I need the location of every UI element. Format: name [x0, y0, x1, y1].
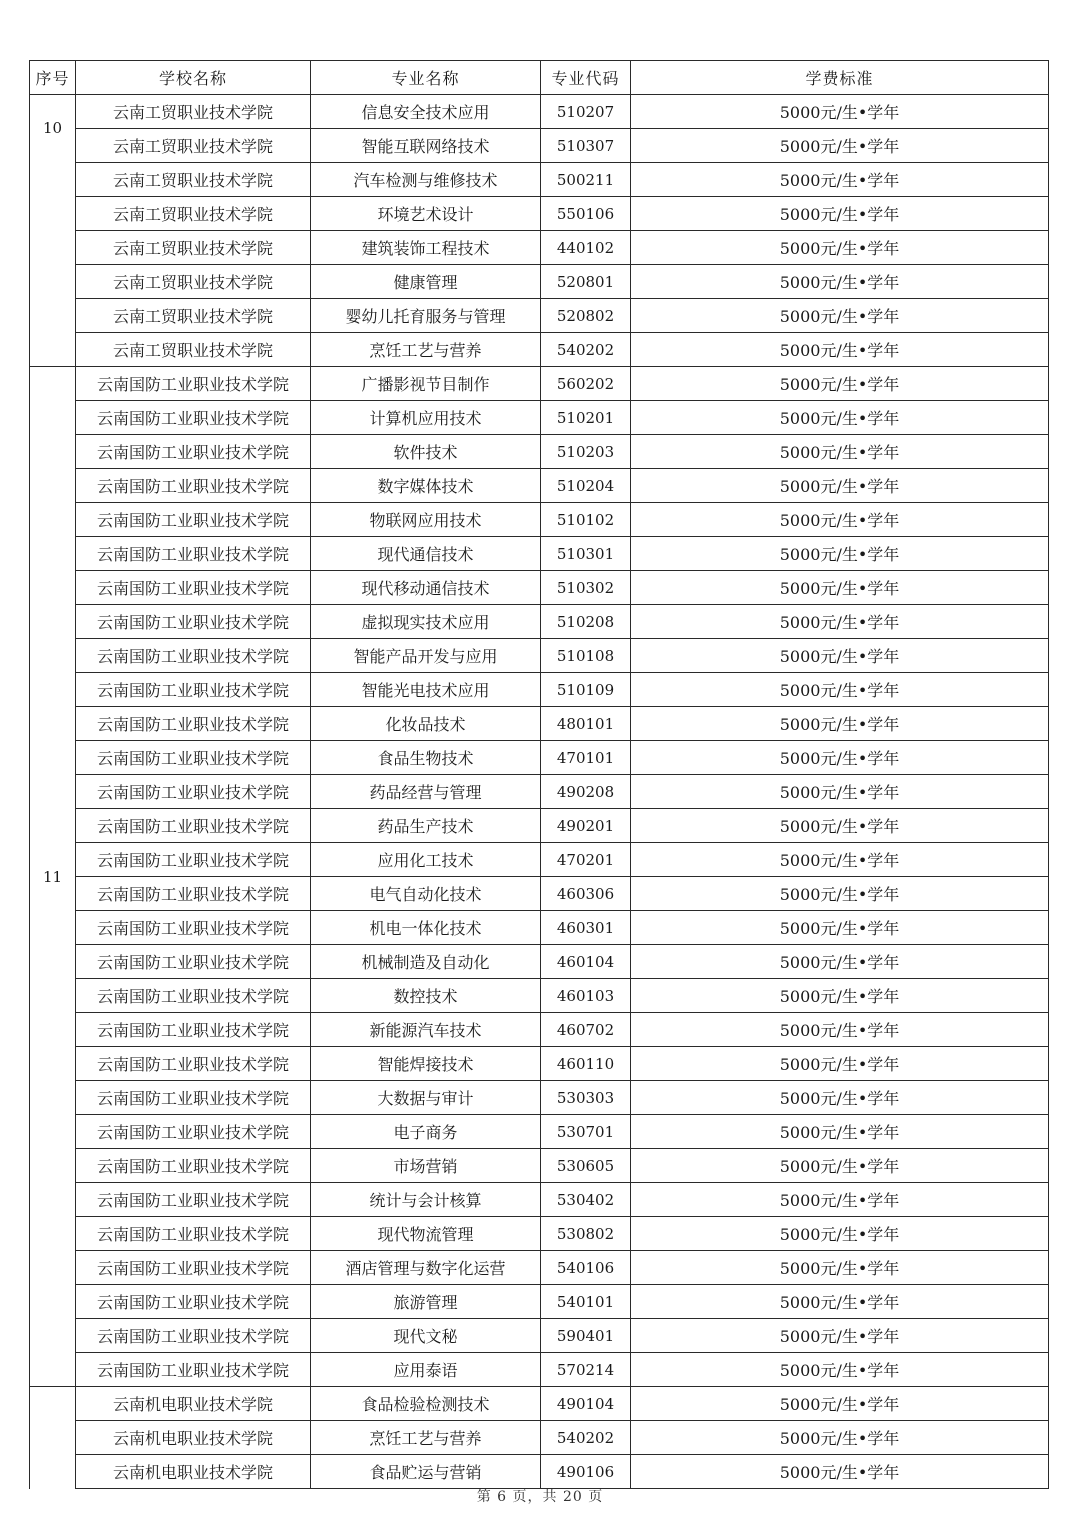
major-code-cell: 530701 [541, 1115, 631, 1149]
table-row [30, 469, 1049, 503]
major-code-cell: 460301 [541, 911, 631, 945]
tuition-fee-cell: 5000元/生•学年 [631, 95, 1049, 129]
school-name-cell: 云南国防工业职业技术学院 [76, 1013, 311, 1047]
tuition-fee-cell: 5000元/生•学年 [631, 333, 1049, 367]
tuition-fee-cell: 5000元/生•学年 [631, 503, 1049, 537]
major-code-cell: 530303 [541, 1081, 631, 1115]
school-name-cell: 云南国防工业职业技术学院 [76, 843, 311, 877]
school-name-cell: 云南国防工业职业技术学院 [76, 911, 311, 945]
table-row [30, 1319, 1049, 1353]
major-name-cell: 现代文秘 [311, 1319, 541, 1353]
table-row [30, 367, 1049, 401]
major-code-cell: 470201 [541, 843, 631, 877]
school-name-cell: 云南国防工业职业技术学院 [76, 571, 311, 605]
school-name-cell: 云南国防工业职业技术学院 [76, 435, 311, 469]
table-row [30, 401, 1049, 435]
school-name-cell: 云南国防工业职业技术学院 [76, 401, 311, 435]
tuition-fee-cell: 5000元/生•学年 [631, 1455, 1049, 1489]
major-code-cell: 540202 [541, 333, 631, 367]
tuition-fee-cell: 5000元/生•学年 [631, 673, 1049, 707]
major-name-cell: 化妆品技术 [311, 707, 541, 741]
tuition-fee-cell: 5000元/生•学年 [631, 197, 1049, 231]
tuition-fee-cell: 5000元/生•学年 [631, 1013, 1049, 1047]
major-name-cell: 健康管理 [311, 265, 541, 299]
table-row [30, 877, 1049, 911]
tuition-fee-cell: 5000元/生•学年 [631, 537, 1049, 571]
major-code-cell: 500211 [541, 163, 631, 197]
tuition-fee-cell: 5000元/生•学年 [631, 979, 1049, 1013]
school-name-cell: 云南国防工业职业技术学院 [76, 469, 311, 503]
table-row [30, 435, 1049, 469]
tuition-fee-cell: 5000元/生•学年 [631, 911, 1049, 945]
fee-standard-table [29, 60, 1049, 1489]
major-name-cell: 数控技术 [311, 979, 541, 1013]
header-code: 专业代码 [541, 61, 631, 95]
table-body [30, 61, 1049, 1489]
tuition-fee-cell: 5000元/生•学年 [631, 1285, 1049, 1319]
table-row [30, 809, 1049, 843]
table-row [30, 775, 1049, 809]
major-code-cell: 480101 [541, 707, 631, 741]
school-name-cell: 云南国防工业职业技术学院 [76, 1251, 311, 1285]
table-row [30, 1251, 1049, 1285]
major-name-cell: 旅游管理 [311, 1285, 541, 1319]
tuition-fee-cell: 5000元/生•学年 [631, 843, 1049, 877]
table-row [30, 1081, 1049, 1115]
table-row [30, 333, 1049, 367]
major-name-cell: 机电一体化技术 [311, 911, 541, 945]
major-name-cell: 信息安全技术应用 [311, 95, 541, 129]
tuition-fee-cell: 5000元/生•学年 [631, 809, 1049, 843]
tuition-fee-cell: 5000元/生•学年 [631, 1149, 1049, 1183]
tuition-fee-cell: 5000元/生•学年 [631, 1183, 1049, 1217]
table-row [30, 1115, 1049, 1149]
major-name-cell: 智能焊接技术 [311, 1047, 541, 1081]
school-name-cell: 云南国防工业职业技术学院 [76, 979, 311, 1013]
table-row [30, 843, 1049, 877]
major-code-cell: 440102 [541, 231, 631, 265]
tuition-fee-cell: 5000元/生•学年 [631, 231, 1049, 265]
school-name-cell: 云南国防工业职业技术学院 [76, 1183, 311, 1217]
major-name-cell: 软件技术 [311, 435, 541, 469]
tuition-fee-cell: 5000元/生•学年 [631, 1115, 1049, 1149]
major-name-cell: 电子商务 [311, 1115, 541, 1149]
tuition-fee-cell: 5000元/生•学年 [631, 129, 1049, 163]
tuition-fee-cell: 5000元/生•学年 [631, 1353, 1049, 1387]
school-name-cell: 云南工贸职业技术学院 [76, 197, 311, 231]
table-row [30, 503, 1049, 537]
tuition-fee-cell: 5000元/生•学年 [631, 707, 1049, 741]
header-seq: 序号 [30, 61, 76, 95]
major-code-cell: 510203 [541, 435, 631, 469]
school-name-cell: 云南国防工业职业技术学院 [76, 1081, 311, 1115]
major-name-cell: 新能源汽车技术 [311, 1013, 541, 1047]
school-name-cell: 云南国防工业职业技术学院 [76, 1353, 311, 1387]
major-name-cell: 现代物流管理 [311, 1217, 541, 1251]
school-name-cell: 云南国防工业职业技术学院 [76, 673, 311, 707]
tuition-fee-cell: 5000元/生•学年 [631, 469, 1049, 503]
major-code-cell: 530802 [541, 1217, 631, 1251]
major-code-cell: 550106 [541, 197, 631, 231]
seq-number-cell: 11 [30, 367, 76, 1387]
table-row [30, 1387, 1049, 1421]
table-row [30, 129, 1049, 163]
seq-number-cell [30, 1387, 76, 1489]
tuition-fee-cell: 5000元/生•学年 [631, 571, 1049, 605]
major-code-cell: 510109 [541, 673, 631, 707]
tuition-fee-cell: 5000元/生•学年 [631, 1081, 1049, 1115]
major-name-cell: 大数据与审计 [311, 1081, 541, 1115]
major-code-cell: 570214 [541, 1353, 631, 1387]
major-code-cell: 520802 [541, 299, 631, 333]
major-code-cell: 510201 [541, 401, 631, 435]
school-name-cell: 云南国防工业职业技术学院 [76, 741, 311, 775]
major-name-cell: 市场营销 [311, 1149, 541, 1183]
header-school: 学校名称 [76, 61, 311, 95]
table-row [30, 1455, 1049, 1489]
major-name-cell: 汽车检测与维修技术 [311, 163, 541, 197]
major-code-cell: 490208 [541, 775, 631, 809]
school-name-cell: 云南机电职业技术学院 [76, 1421, 311, 1455]
major-code-cell: 510302 [541, 571, 631, 605]
table-row [30, 1285, 1049, 1319]
major-name-cell: 统计与会计核算 [311, 1183, 541, 1217]
major-code-cell: 530605 [541, 1149, 631, 1183]
major-name-cell: 药品经营与管理 [311, 775, 541, 809]
school-name-cell: 云南国防工业职业技术学院 [76, 1217, 311, 1251]
major-code-cell: 510208 [541, 605, 631, 639]
table-row [30, 537, 1049, 571]
school-name-cell: 云南工贸职业技术学院 [76, 231, 311, 265]
major-name-cell: 药品生产技术 [311, 809, 541, 843]
school-name-cell: 云南国防工业职业技术学院 [76, 367, 311, 401]
major-name-cell: 环境艺术设计 [311, 197, 541, 231]
major-name-cell: 电气自动化技术 [311, 877, 541, 911]
tuition-fee-cell: 5000元/生•学年 [631, 1421, 1049, 1455]
tuition-fee-cell: 5000元/生•学年 [631, 741, 1049, 775]
tuition-fee-cell: 5000元/生•学年 [631, 367, 1049, 401]
major-code-cell: 510108 [541, 639, 631, 673]
school-name-cell: 云南国防工业职业技术学院 [76, 503, 311, 537]
table-header-row [30, 61, 1049, 95]
school-name-cell: 云南工贸职业技术学院 [76, 333, 311, 367]
major-code-cell: 490106 [541, 1455, 631, 1489]
school-name-cell: 云南国防工业职业技术学院 [76, 877, 311, 911]
major-code-cell: 460103 [541, 979, 631, 1013]
table-row [30, 1047, 1049, 1081]
major-name-cell: 婴幼儿托育服务与管理 [311, 299, 541, 333]
school-name-cell: 云南国防工业职业技术学院 [76, 707, 311, 741]
major-name-cell: 计算机应用技术 [311, 401, 541, 435]
school-name-cell: 云南国防工业职业技术学院 [76, 537, 311, 571]
school-name-cell: 云南国防工业职业技术学院 [76, 639, 311, 673]
major-code-cell: 510207 [541, 95, 631, 129]
school-name-cell: 云南工贸职业技术学院 [76, 129, 311, 163]
table-row [30, 639, 1049, 673]
major-name-cell: 现代通信技术 [311, 537, 541, 571]
major-name-cell: 食品生物技术 [311, 741, 541, 775]
major-name-cell: 物联网应用技术 [311, 503, 541, 537]
school-name-cell: 云南工贸职业技术学院 [76, 95, 311, 129]
school-name-cell: 云南工贸职业技术学院 [76, 163, 311, 197]
header-fee: 学费标准 [631, 61, 1049, 95]
major-code-cell: 560202 [541, 367, 631, 401]
table-row [30, 299, 1049, 333]
tuition-fee-cell: 5000元/生•学年 [631, 877, 1049, 911]
major-code-cell: 460104 [541, 945, 631, 979]
major-name-cell: 建筑装饰工程技术 [311, 231, 541, 265]
major-code-cell: 590401 [541, 1319, 631, 1353]
seq-number-cell: 10 [30, 95, 76, 367]
major-name-cell: 智能产品开发与应用 [311, 639, 541, 673]
tuition-fee-cell: 5000元/生•学年 [631, 299, 1049, 333]
table-row [30, 911, 1049, 945]
table-row [30, 163, 1049, 197]
table-row [30, 265, 1049, 299]
tuition-fee-cell: 5000元/生•学年 [631, 945, 1049, 979]
tuition-fee-cell: 5000元/生•学年 [631, 605, 1049, 639]
major-code-cell: 460110 [541, 1047, 631, 1081]
table-row [30, 571, 1049, 605]
school-name-cell: 云南国防工业职业技术学院 [76, 1149, 311, 1183]
table-row [30, 1353, 1049, 1387]
school-name-cell: 云南国防工业职业技术学院 [76, 945, 311, 979]
major-code-cell: 490104 [541, 1387, 631, 1421]
major-name-cell: 现代移动通信技术 [311, 571, 541, 605]
tuition-fee-cell: 5000元/生•学年 [631, 639, 1049, 673]
table-row [30, 1013, 1049, 1047]
school-name-cell: 云南国防工业职业技术学院 [76, 1047, 311, 1081]
table-row [30, 95, 1049, 129]
major-code-cell: 540101 [541, 1285, 631, 1319]
school-name-cell: 云南工贸职业技术学院 [76, 299, 311, 333]
major-code-cell: 510204 [541, 469, 631, 503]
table-row [30, 1183, 1049, 1217]
major-code-cell: 520801 [541, 265, 631, 299]
tuition-fee-cell: 5000元/生•学年 [631, 401, 1049, 435]
major-name-cell: 机械制造及自动化 [311, 945, 541, 979]
school-name-cell: 云南工贸职业技术学院 [76, 265, 311, 299]
school-name-cell: 云南机电职业技术学院 [76, 1387, 311, 1421]
major-code-cell: 460306 [541, 877, 631, 911]
major-code-cell: 490201 [541, 809, 631, 843]
major-name-cell: 广播影视节目制作 [311, 367, 541, 401]
major-name-cell: 数字媒体技术 [311, 469, 541, 503]
table-row [30, 673, 1049, 707]
major-name-cell: 智能光电技术应用 [311, 673, 541, 707]
tuition-fee-cell: 5000元/生•学年 [631, 1319, 1049, 1353]
school-name-cell: 云南国防工业职业技术学院 [76, 1319, 311, 1353]
table-row [30, 197, 1049, 231]
tuition-fee-cell: 5000元/生•学年 [631, 1217, 1049, 1251]
header-major: 专业名称 [311, 61, 541, 95]
table-row [30, 605, 1049, 639]
major-name-cell: 烹饪工艺与营养 [311, 1421, 541, 1455]
major-name-cell: 虚拟现实技术应用 [311, 605, 541, 639]
major-name-cell: 食品贮运与营销 [311, 1455, 541, 1489]
major-code-cell: 510102 [541, 503, 631, 537]
table-row [30, 231, 1049, 265]
major-name-cell: 应用泰语 [311, 1353, 541, 1387]
tuition-fee-cell: 5000元/生•学年 [631, 1047, 1049, 1081]
school-name-cell: 云南国防工业职业技术学院 [76, 1285, 311, 1319]
tuition-fee-cell: 5000元/生•学年 [631, 163, 1049, 197]
school-name-cell: 云南国防工业职业技术学院 [76, 1115, 311, 1149]
major-code-cell: 530402 [541, 1183, 631, 1217]
table-row [30, 707, 1049, 741]
school-name-cell: 云南国防工业职业技术学院 [76, 605, 311, 639]
major-code-cell: 540202 [541, 1421, 631, 1455]
school-name-cell: 云南国防工业职业技术学院 [76, 809, 311, 843]
table-row [30, 945, 1049, 979]
table-row [30, 1217, 1049, 1251]
major-code-cell: 510301 [541, 537, 631, 571]
major-name-cell: 酒店管理与数字化运营 [311, 1251, 541, 1285]
major-name-cell: 食品检验检测技术 [311, 1387, 541, 1421]
major-code-cell: 460702 [541, 1013, 631, 1047]
tuition-fee-cell: 5000元/生•学年 [631, 265, 1049, 299]
major-name-cell: 应用化工技术 [311, 843, 541, 877]
table-row [30, 979, 1049, 1013]
major-code-cell: 540106 [541, 1251, 631, 1285]
table-row [30, 1421, 1049, 1455]
major-name-cell: 烹饪工艺与营养 [311, 333, 541, 367]
major-name-cell: 智能互联网络技术 [311, 129, 541, 163]
school-name-cell: 云南机电职业技术学院 [76, 1455, 311, 1489]
tuition-fee-cell: 5000元/生•学年 [631, 1387, 1049, 1421]
tuition-fee-cell: 5000元/生•学年 [631, 435, 1049, 469]
table-row [30, 1149, 1049, 1183]
table-row [30, 741, 1049, 775]
school-name-cell: 云南国防工业职业技术学院 [76, 775, 311, 809]
page-footer: 第 6 页，共 20 页 [476, 1489, 604, 1505]
major-code-cell: 510307 [541, 129, 631, 163]
major-code-cell: 470101 [541, 741, 631, 775]
tuition-fee-cell: 5000元/生•学年 [631, 1251, 1049, 1285]
tuition-fee-cell: 5000元/生•学年 [631, 775, 1049, 809]
